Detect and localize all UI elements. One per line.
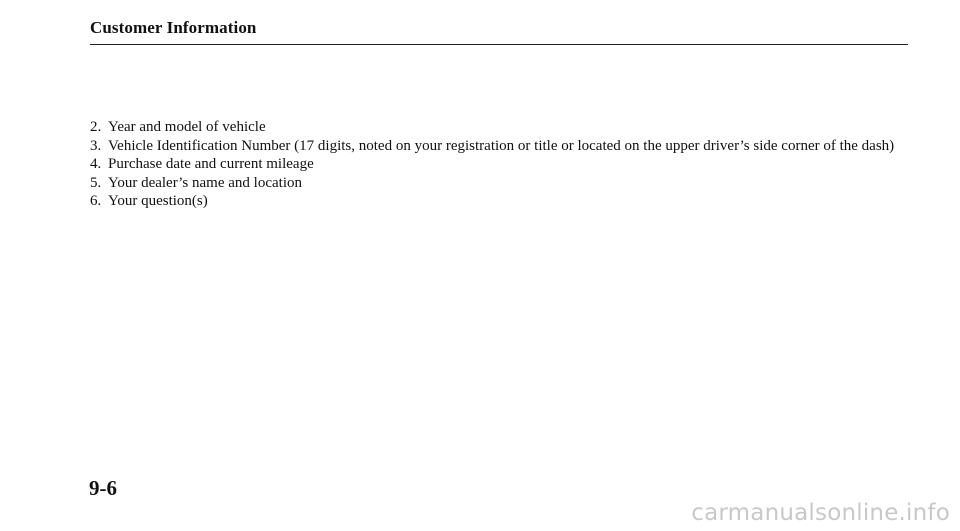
list-item-number: 5.	[90, 174, 102, 191]
watermark-text: carmanualsonline.info	[691, 500, 950, 526]
list-item	[90, 118, 920, 137]
list-item-number: 4.	[90, 156, 102, 172]
list-item	[90, 174, 920, 193]
list-item-number: 6.	[90, 193, 102, 209]
list-item-number: 3.	[90, 137, 102, 154]
list-item-text: Year and model of vehicle	[108, 119, 266, 135]
list-item-text: Your question(s)	[108, 193, 208, 209]
section-title: Customer Information	[90, 18, 257, 37]
header-rule	[90, 44, 908, 45]
list-item-text: Your dealer’s name and location	[108, 174, 302, 191]
list-item-number: 2.	[90, 119, 102, 135]
page-number: 9-6	[89, 476, 117, 500]
list-item	[90, 137, 920, 156]
customer-info-list	[90, 118, 920, 211]
list-item-text: Purchase date and current mileage	[108, 156, 314, 172]
list-item	[90, 192, 920, 211]
list-item	[90, 155, 920, 174]
list-item-text: Vehicle Identification Number (17 digits, noted on your registration or title or located on the upper driver’s side corner of the dash)	[108, 137, 895, 154]
